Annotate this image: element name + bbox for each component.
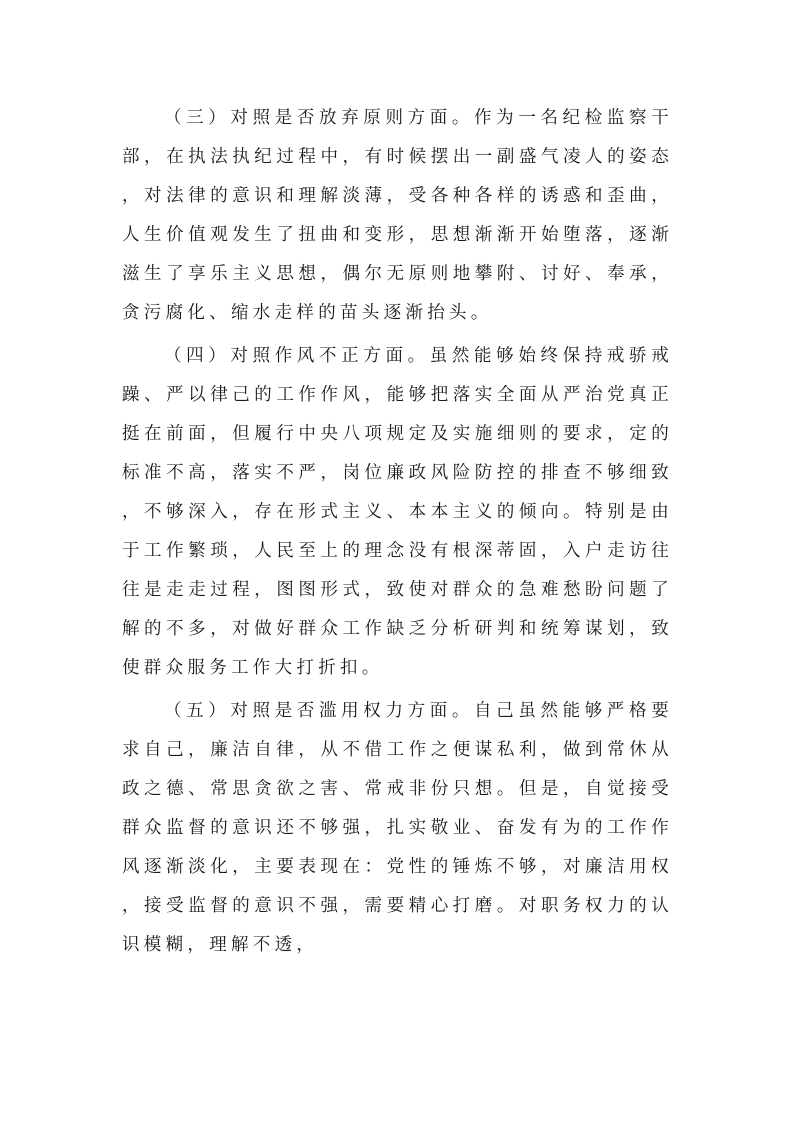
paragraph-section-3: （三）对照是否放弃原则方面。作为一名纪检监察干部，在执法执纪过程中，有时候摆出一副盛气凌人的姿态，对法律的意识和理解淡薄，受各种各样的诱惑和歪曲，人生价值观发生了扭曲和变形，思想渐渐开始堕落，逐渐滋生了享乐主义思想，偶尔无原则地攀附、讨好、奉承，贪污腐化、缩水走样的苗头逐渐抬头。: [122, 108, 673, 323]
paragraph-section-4: （四）对照作风不正方面。虽然能够始终保持戒骄戒躁、严以律己的工作作风，能够把落实全面从严治党真正挺在前面，但履行中央八项规定及实施细则的要求，定的标准不高，落实不严，岗位廉政风险防控的排查不够细致，不够深入，存在形式主义、本本主义的倾向。特别是由于工作繁琐，人民至上的理念没有根深蒂固，入户走访往往是走走过程，图图形式，致使对群众的急难愁盼问题了解的不多，对做好群众工作缺乏分析研判和统筹谋划，致使群众服务工作大打折扣。: [122, 346, 673, 678]
paragraph-section-5: （五）对照是否滥用权力方面。自己虽然能够严格要求自己，廉洁自律，从不借工作之便谋私利，做到常休从政之德、常思贪欲之害、常戒非份只想。但是，自觉接受群众监督的意识还不够强，扎实敬业、奋发有为的工作作风逐渐淡化，主要表现在：党性的锤炼不够，对廉洁用权，接受监督的意识不强，需要精心打磨。对职务权力的认识模糊，理解不透，: [122, 701, 673, 955]
document-page: [122, 99, 673, 969]
